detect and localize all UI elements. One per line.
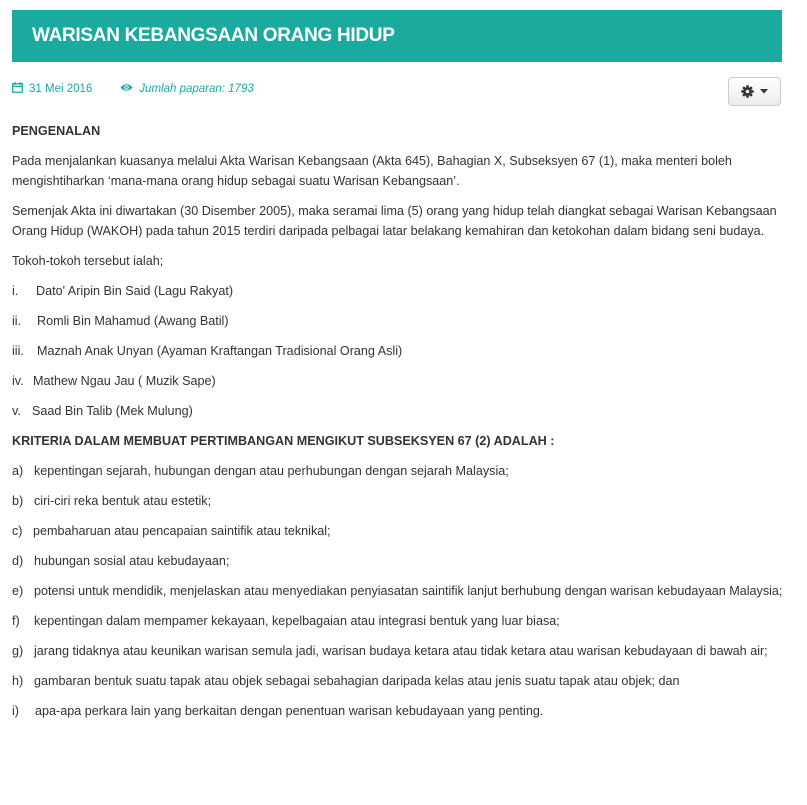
- list-item: [12, 311, 787, 331]
- list-item-text: pembaharuan atau pencapaian saintifik atau teknikal;: [33, 524, 331, 538]
- list-item-text: gambaran bentuk suatu tapak atau objek sebagai sebahagian daripada kelas atau jenis suatu tapak atau objek; dan: [34, 674, 680, 688]
- list-marker: iii.: [12, 344, 24, 358]
- article-tools-button[interactable]: [728, 77, 781, 106]
- list-marker: e): [12, 584, 24, 598]
- article-meta: [12, 80, 254, 98]
- list-item-text: Dato' Aripin Bin Said (Lagu Rakyat): [36, 284, 234, 298]
- calendar-icon: [12, 82, 23, 96]
- list-item: [12, 611, 787, 631]
- caret-down-icon: [760, 89, 768, 94]
- article-body: [12, 121, 787, 731]
- list-item: [12, 341, 787, 361]
- gear-icon: [741, 85, 754, 98]
- publish-date: [12, 82, 92, 96]
- list-marker: a): [12, 464, 24, 478]
- list-marker: iv.: [12, 374, 24, 388]
- list-marker: i.: [12, 284, 19, 298]
- list-item-text: kepentingan sejarah, hubungan dengan atau perhubungan dengan sejarah Malaysia;: [34, 464, 509, 478]
- list-item: [12, 641, 787, 661]
- publish-date-text: 31 Mei 2016: [29, 83, 93, 95]
- view-count: [120, 83, 253, 95]
- article-title-bar: [12, 10, 782, 62]
- list-marker: g): [12, 644, 24, 658]
- list-marker: b): [12, 494, 24, 508]
- list-item-text: Maznah Anak Unyan (Ayaman Kraftangan Tradisional Orang Asli): [37, 344, 403, 358]
- intro-heading: PENGENALAN: [12, 124, 101, 138]
- list-marker: i): [12, 704, 19, 718]
- list-marker: c): [12, 524, 23, 538]
- intro-paragraph-1: Pada menjalankan kuasanya melalui Akta Warisan Kebangsaan (Akta 645), Bahagian X, Subseksyen 67 (1), maka menteri boleh mengishtiharkan ‘mana-mana orang hidup sebagai suatu Warisan Kebangsaan’.: [12, 154, 732, 188]
- intro-paragraph-2: Semenjak Akta ini diwartakan (30 Disember 2005), maka seramai lima (5) orang yang hidup telah diangkat sebagai Warisan Kebangsaan Orang Hidup (WAKOH) pada tahun 2015 terdiri daripada pelbagai latar belakang kemahiran dan ketokohan dalam bidang seni budaya.: [12, 204, 777, 238]
- criteria-heading: KRITERIA DALAM MEMBUAT PERTIMBANGAN MENGIKUT SUBSEKSYEN 67 (2) ADALAH :: [12, 434, 555, 448]
- list-item: [12, 401, 787, 421]
- tokoh-list: [12, 281, 787, 421]
- view-count-text: Jumlah paparan: 1793: [139, 83, 254, 95]
- list-item: [12, 701, 787, 721]
- list-marker: h): [12, 674, 24, 688]
- list-item: [12, 671, 787, 691]
- list-item-text: jarang tidaknya atau keunikan warisan semula jadi, warisan budaya ketara atau tidak ketara atau warisan kebudayaan di bawah air;: [34, 644, 768, 658]
- list-item-text: apa-apa perkara lain yang berkaitan dengan penentuan warisan kebudayaan yang penting.: [35, 704, 544, 718]
- list-item-text: Saad Bin Talib (Mek Mulung): [32, 404, 193, 418]
- intro-paragraph-3: Tokoh-tokoh tersebut ialah;: [12, 254, 164, 268]
- list-item-text: hubungan sosial atau kebudayaan;: [34, 554, 230, 568]
- article-title: WARISAN KEBANGSAAN ORANG HIDUP: [32, 25, 395, 46]
- list-item: [12, 581, 787, 601]
- list-item: [12, 521, 787, 541]
- eye-icon: [120, 83, 133, 95]
- list-item: [12, 551, 787, 571]
- list-item-text: potensi untuk mendidik, menjelaskan atau menyediakan penyiasatan saintifik lanjut berhubung dengan warisan kebudayaan Malaysia;: [34, 584, 783, 598]
- list-item-text: kepentingan dalam mempamer kekayaan, kepelbagaian atau integrasi bentuk yang luar biasa;: [34, 614, 560, 628]
- list-item-text: Mathew Ngau Jau ( Muzik Sape): [33, 374, 216, 388]
- criteria-list: [12, 461, 787, 721]
- list-marker: ii.: [12, 314, 22, 328]
- list-marker: d): [12, 554, 24, 568]
- list-item-text: ciri-ciri reka bentuk atau estetik;: [34, 494, 212, 508]
- list-item: [12, 281, 787, 301]
- list-item-text: Romli Bin Mahamud (Awang Batil): [37, 314, 229, 328]
- list-item: [12, 491, 787, 511]
- list-item: [12, 461, 787, 481]
- list-marker: f): [12, 614, 20, 628]
- list-item: [12, 371, 787, 391]
- list-marker: v.: [12, 404, 21, 418]
